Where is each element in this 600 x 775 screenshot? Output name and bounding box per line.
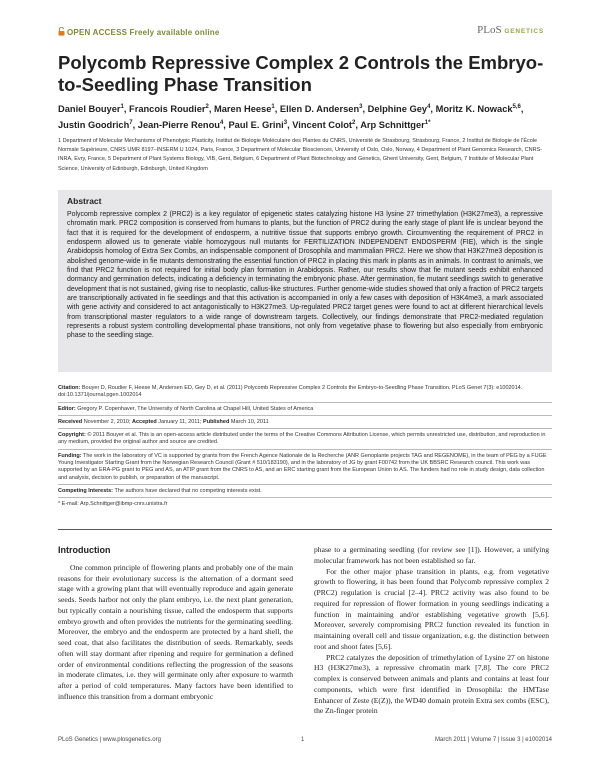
article-title: Polycomb Repressive Complex 2 Controls the Embryo-to-Seedling Phase Transition xyxy=(58,52,544,95)
author-name: Moritz K. Nowack xyxy=(435,104,513,115)
journal-logo-plos: PLoS xyxy=(477,24,502,36)
published-date: March 10, 2011 xyxy=(230,418,269,425)
footer-journal: PLoS Genetics | www.plosgenetics.org xyxy=(58,737,161,743)
author-affiliation-marker: 3 xyxy=(283,119,288,126)
accepted-label: Accepted xyxy=(132,418,157,425)
editor-label: Editor: xyxy=(58,405,76,412)
author-name: Jean-Pierre Renou xyxy=(137,119,220,130)
published-label: Published xyxy=(203,418,230,425)
footer-page-number: 1 xyxy=(301,737,305,743)
section-divider xyxy=(58,529,552,530)
journal-logo-genetics: GENETICS xyxy=(504,28,544,35)
intro-paragraph-1: One common principle of flowering plants and probably one of the main reasons for their evolutionary success is the alternation of a dormant seed stage with a growing plant that will eventually reproduce and again generate seeds. Seeds harbor not only the plant embryo, i.e. the next plant generation, but typically contain a nourishing tissue, called the endosperm that supports embryo growth and often provides the nutrients for the germinating seedling. Moreover, the embryo and the endosperm are protected by a hard shell, the seed coat, that also facilitates the distribution of seeds. Remarkably, seeds often will stay dormant after ripening and require for germination a defined order of environmental conditions reflecting the progression of the seasons in moderate climates, i.e. they will germinate only after exposure to warmth after a period of cold temperatures. Many factors have been identified to influence this transition from a dormant embryonic xyxy=(58,562,293,701)
corresponding-email[interactable]: * E-mail: Arp.Schnittger@ibmp-cnrs.unistra.fr xyxy=(58,501,168,508)
author-affiliation-marker: 1 xyxy=(120,104,124,110)
copyright-label: Copyright: xyxy=(58,432,86,439)
funding-row xyxy=(58,450,552,485)
introduction-heading: Introduction xyxy=(58,545,111,555)
citation-row xyxy=(58,382,552,403)
competing-row xyxy=(58,485,552,498)
intro-paragraph-2: For the other major phase transition in plants, e.g. from vegetative growth to flowering, it has been found that Polycomb repressive complex 2 (PRC2) regulation is crucial [2–4]. PRC2 activity was also found to be required for repression of flower formation in young seedlings indicating a function in maintaining and/or establishing vegetative growth [5,6]. Moreover, severely compromising PRC2 function revealed its function in maintaining overall cell and tissue organization, e.g. the distinction between root and shoot fates [5,6]. xyxy=(314,566,549,651)
author-affiliation-marker: 1* xyxy=(424,119,431,126)
author-name: Delphine Gey xyxy=(367,104,428,115)
author-name: Arp Schnittger xyxy=(360,119,425,130)
copyright-row xyxy=(58,429,552,450)
editor-row xyxy=(58,403,552,416)
author-affiliation-marker: 7 xyxy=(129,119,133,126)
author-affiliation-marker: 4 xyxy=(427,104,431,110)
abstract-box xyxy=(58,190,552,372)
funding-label: Funding: xyxy=(58,452,82,459)
author-name: Francois Roudier xyxy=(129,104,206,115)
abstract-text: Polycomb repressive complex 2 (PRC2) is a key regulator of epigenetic states catalyzing histone H3 lysine 27 trimethylation (H3K27me3), a repressive chromatin mark. PRC2 composition is conserved from humans to plants, but the function of PRC2 during the early stage of plant life is unclear beyond the fact that it is required for the development of endosperm, a nutritive tissue that supports embryo growth. Circumventing the requirement of PRC2 in endosperm allowed us to generate viable homozygous null mutants for FERTILIZATION INDEPENDENT ENDOSPERM (FIE), which is the single Arabidopsis homolog of Extra Sex Combs, an indispensable component of Drosophila and mammalian PRC2. Here we show that H3K27me3 deposition is abolished genome-wide in fie mutants demonstrating the essential function of PRC2 in placing this mark in plants as in animals. In contrast to animals, we find that PRC2 function is not required for initial body plan formation in Arabidopsis. Rather, our results show that fie mutant seeds exhibit enhanced dormancy and germination defects, indicating a deficiency in terminating the embryonic phase. After germination, fie mutant seedlings switch to generative development that is not sustained, giving rise to neoplastic, callus-like structures. Further genome-wide studies showed that only a fraction of PRC2 targets are transcriptionally activated in fie seedlings and that this activation is accompanied in only a few cases with deposition of H3K4me3, a mark associated with gene activity and considered to act antagonistically to H3K27me3. Up-regulated PRC2 target genes were found to act at different hierarchical levels from transcriptional master regulators to a wide range of downstream targets. Collectively, our findings demonstrate that PRC2-mediated regulation represents a robust system controlling developmental phase transitions, not only from vegetative phase to flowering but also especially from embryonic phase to the seedling stage. xyxy=(67,211,543,340)
intro-paragraph-continued: phase to a germinating seedling (for review see [1]). However, a unifying molecular framework has not been established so far. xyxy=(314,545,549,565)
open-lock-icon xyxy=(58,27,65,38)
body-column-right xyxy=(314,545,549,717)
editor-text: Gregory P. Copenhaver, The University of North Carolina at Chapel Hill, United States of America xyxy=(77,405,314,412)
journal-logo xyxy=(477,24,544,36)
author-name: Vincent Colot xyxy=(292,119,353,130)
citation-text: Bouyer D, Roudier F, Heese M, Andersen ED, Gey D, et al. (2011) Polycomb Repressive Complex 2 Controls the Embryo-to-Seedling Phase Transition. PLoS Genet 7(3): e1002014. doi:10.1371/journal.pgen.1002014 xyxy=(58,385,523,399)
author-list: Daniel Bouyer$^1$, Francois Roudier$^2$, Maren Heese$^1$, Ellen D. Andersen$^3$, Delphine Gey$^4$, Moritz K. Nowack$^{5,6}$, Justin Goodrich$^7$, Jean-Pierre Renou$^4$, Paul E. Grini$^3$, Vincent Colot$^2$, Arp Schnittger$^{1*}$ xyxy=(58,104,524,130)
author-name: Paul E. Grini xyxy=(228,119,284,130)
author-name: Justin Goodrich xyxy=(58,119,130,130)
footer-issue: March 2011 | Volume 7 | Issue 3 | e1002014 xyxy=(435,737,552,743)
author-affiliation-marker: 2 xyxy=(205,104,209,110)
open-access-text: OPEN ACCESS Freely available online xyxy=(67,28,220,37)
citation-label: Citation: xyxy=(58,385,81,391)
open-access-banner xyxy=(58,27,220,38)
author-affiliation-marker: 3 xyxy=(359,104,363,110)
author-name: Daniel Bouyer xyxy=(58,104,121,115)
accepted-date: January 11, 2011; xyxy=(158,418,202,425)
author-name: Ellen D. Andersen xyxy=(279,104,360,115)
received-label: Received xyxy=(58,418,83,425)
funding-text: The work in the laboratory of VC is supported by grants from the French Agence Nationale de la Recherche (ANR Genoplante projects TAG and REGENOME), in the team of PEG by a FUGE Young Investigator Starting Grant from the Norwegian Research Council (Grant # 510/183190), and in the laboratory of JG by grant F00742 from the UK BBSRC Research council. This work was supported by an ERA-PG grant to PEG and AS, an ATIP grant from the CNRS to AS, and an ERC starting grant from the European Union to AS. The funders had no role in study design, data collection and analysis, decision to publish, or preparation of the manuscript. xyxy=(58,452,547,481)
author-affiliation-marker: 5,6 xyxy=(512,104,521,110)
competing-text: The authors have declared that no competing interests exist. xyxy=(114,487,262,494)
email-row xyxy=(58,498,552,510)
author-name: Maren Heese xyxy=(214,104,272,115)
author-affiliation-marker: 4 xyxy=(219,119,224,126)
received-date: November 2, 2010; xyxy=(83,418,131,425)
dates-row xyxy=(58,416,552,429)
affiliations: 1 Department of Molecular Mechanisms of Phenotypic Plasticity, Institut de Biologie Moléculaire des Plantes du CNRS, Université de Strasbourg, Strasbourg, France, 2 Institut de Biologie de l'École Normale Supérieure, CNRS UMR 8197–INSERM U 1024, Paris, France, 3 Department of Molecular Biosciences, University of Oslo, Oslo, Norway, 4 Department of Plant Genomics Research, CNRS-INRA, Evry, France, 5 Department of Plant Systems Biology, VIB, Gent, Belgium, 6 Department of Plant Biotechnology and Genetics, Ghent University, Gent, Belgium, 7 Institute of Molecular Plant Science, University of Edinburgh, Edinburgh, United Kingdom xyxy=(58,138,543,172)
body-column-left xyxy=(58,545,293,703)
abstract-heading: Abstract xyxy=(67,196,102,206)
copyright-text: © 2011 Bouyer et al. This is an open-access article distributed under the terms of the Creative Commons Attribution License, which permits unrestricted use, distribution, and reproduction in any medium, provided the original author and source are credited. xyxy=(58,432,546,446)
author-affiliation-marker: 2 xyxy=(352,119,356,126)
author-affiliation-marker: 1 xyxy=(271,104,275,110)
article-metadata xyxy=(58,382,552,511)
competing-label: Competing Interests: xyxy=(58,487,114,494)
intro-paragraph-3: PRC2 catalyzes the deposition of trimethylation of Lysine 27 on histone H3 (H3K27me3), a repressive chromatin mark [7,8]. The core PRC2 complex is conserved between animals and plants and contains at least four components, which were first identified in Drosophila: the HMTase Enhancer of Zeste (E(Z)), the WD40 domain protein Extra sex combs (ESC), the Zn-finger protein xyxy=(314,652,549,716)
